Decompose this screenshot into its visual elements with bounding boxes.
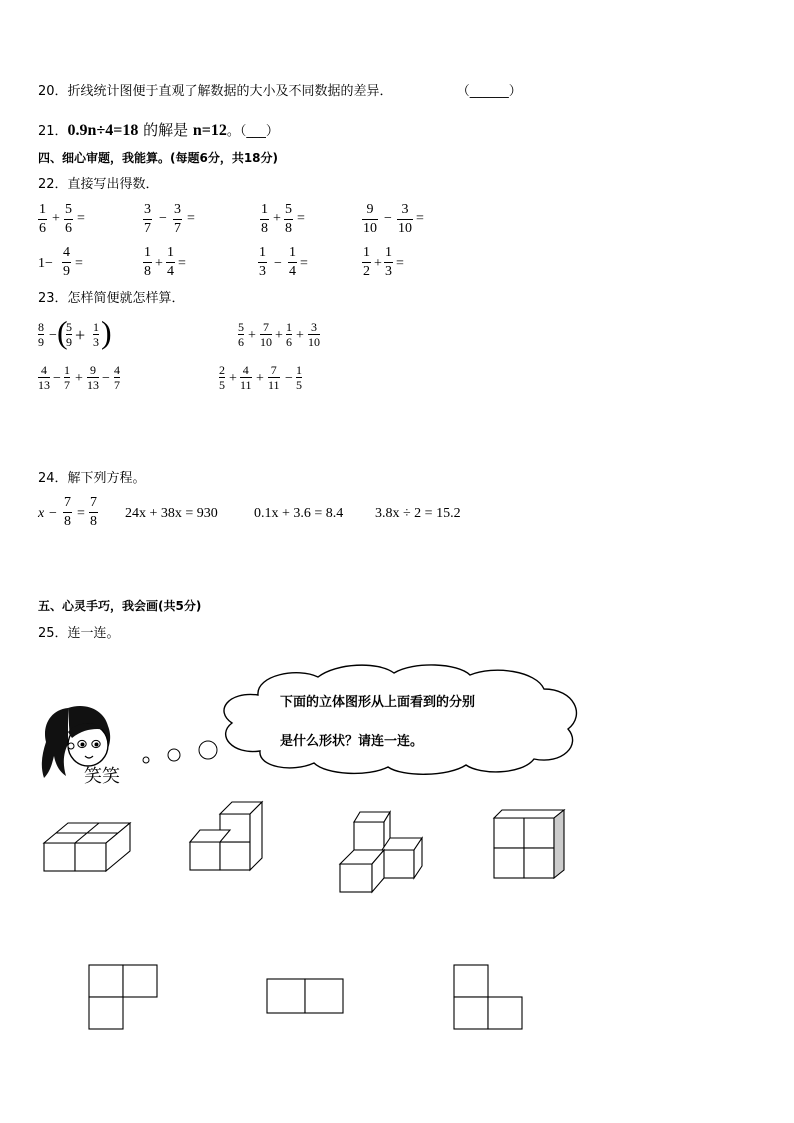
fraction: 7 11 (268, 363, 280, 392)
question-23-title: 23．怎样简便就怎样算． (38, 291, 185, 306)
fraction: 3 7 (144, 202, 151, 236)
right-paren: ) (101, 314, 112, 350)
operator: + (256, 371, 264, 386)
solid-figure-2 (186, 798, 266, 874)
operator: + (273, 211, 281, 226)
fraction: 1 7 (64, 363, 70, 392)
fraction: 1 2 (363, 245, 370, 279)
cloud-text-line-1: 下面的立体图形从上面看到的分别 (280, 695, 476, 710)
solid-figure-3 (336, 806, 432, 896)
whole-number: 1− (38, 256, 53, 271)
fraction: 3 7 (174, 202, 181, 236)
operator: − (102, 371, 110, 386)
fraction: 1 8 (144, 245, 151, 279)
equals: = (75, 256, 83, 271)
operator: + (275, 328, 283, 343)
fraction: 7 8 (90, 495, 97, 529)
fraction: 1 6 (286, 320, 292, 349)
equals: = (187, 211, 195, 226)
q24-item-b: 24x + 38x = 930 (125, 506, 218, 521)
operator: + (374, 256, 382, 271)
thought-bubble-dots (140, 738, 220, 768)
cloud-text-line-2: 是什么形状？请连一连。 (280, 734, 424, 749)
operator: − (384, 211, 392, 226)
variable: x (38, 506, 45, 521)
question-21-equation: 0.9n÷4=18 (67, 122, 139, 139)
left-paren: ( (57, 314, 68, 350)
fraction: 2 5 (219, 363, 225, 392)
equals: = (396, 256, 404, 271)
fraction: 5 6 (238, 320, 244, 349)
fraction: 4 13 (38, 363, 50, 392)
fraction: 5 6 (65, 202, 72, 236)
fraction: 3 10 (308, 320, 320, 349)
fraction: 5 9 (66, 320, 72, 349)
equals: = (77, 211, 85, 226)
girl-name-label: 笑笑 (84, 766, 120, 787)
operator: − (274, 256, 282, 271)
operator: − (49, 328, 57, 343)
equals: = (300, 256, 308, 271)
q24-item-c: 0.1x + 3.6 = 8.4 (254, 506, 344, 521)
section-heading-5: 五、心灵手巧，我会画(共5分) (38, 599, 202, 613)
operator: + (75, 371, 83, 386)
question-21-number: 21． (38, 124, 68, 139)
fraction: 1 5 (296, 363, 302, 392)
fraction: 4 9 (63, 245, 70, 279)
equals: = (77, 506, 85, 521)
section-heading-4: 四、细心审题，我能算。(每题6分，共18分) (38, 151, 279, 165)
fraction: 1 3 (93, 320, 99, 349)
operator: + (52, 211, 60, 226)
operator: − (285, 371, 293, 386)
operator: + (75, 325, 86, 345)
fraction: 4 7 (114, 363, 120, 392)
fraction: 9 10 (363, 202, 377, 236)
operator: − (53, 371, 61, 386)
question-21-mid: 的解是 (138, 121, 193, 139)
question-25-title: 25．连一连。 (38, 626, 120, 641)
question-21-answer: n=12 (192, 122, 227, 139)
fraction: 1 3 (259, 245, 266, 279)
operator: + (155, 256, 163, 271)
operator: + (248, 328, 256, 343)
question-21 (38, 120, 279, 140)
top-view-shape-1 (86, 963, 160, 1031)
equals: = (297, 211, 305, 226)
solid-figure-4 (490, 808, 570, 882)
answer-blank[interactable]: （______） (456, 84, 522, 99)
fraction: 1 6 (39, 202, 46, 236)
q24-item-d: 3.8x ÷ 2 = 15.2 (375, 506, 461, 521)
fraction: 1 3 (385, 245, 392, 279)
question-20 (38, 85, 522, 98)
fraction: 1 8 (261, 202, 268, 236)
speech-cloud (218, 663, 582, 775)
fraction: 1 4 (167, 245, 174, 279)
operator: + (296, 328, 304, 343)
fraction: 7 10 (260, 320, 272, 349)
fraction: 9 13 (87, 363, 99, 392)
answer-blank[interactable]: 。（___） (226, 124, 279, 139)
operator: − (159, 211, 167, 226)
fraction: 1 4 (289, 245, 296, 279)
fraction: 4 11 (240, 363, 252, 392)
top-view-shape-2 (264, 976, 348, 1018)
top-view-shape-3 (451, 963, 527, 1031)
fraction: 3 10 (398, 202, 412, 236)
operator: − (49, 506, 57, 521)
question-20-text: 20．折线统计图便于直观了解数据的大小及不同数据的差异． (38, 84, 393, 99)
fraction: 7 8 (64, 495, 71, 529)
solid-figure-1 (38, 815, 128, 875)
fraction: 5 8 (285, 202, 292, 236)
equals: = (416, 211, 424, 226)
question-22-title: 22．直接写出得数． (38, 177, 159, 192)
fraction: 8 9 (38, 320, 44, 349)
equals: = (178, 256, 186, 271)
operator: + (229, 371, 237, 386)
question-24-title: 24．解下列方程。 (38, 471, 146, 486)
